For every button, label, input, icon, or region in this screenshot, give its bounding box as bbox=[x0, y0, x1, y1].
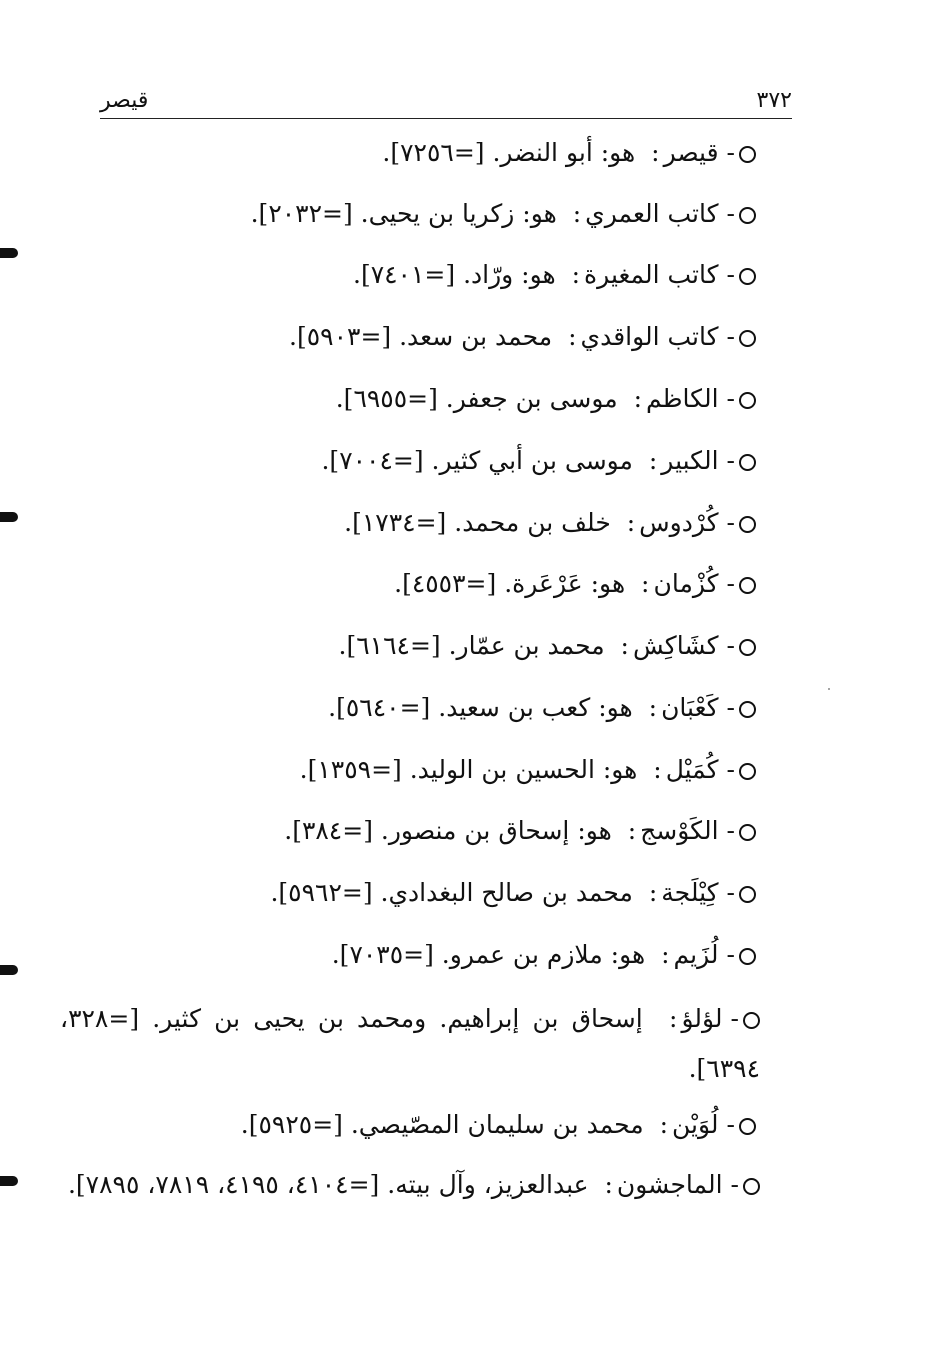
entry-term: كُزْمان bbox=[653, 569, 719, 598]
scan-margin-mark bbox=[0, 965, 18, 975]
entry-term: الكَوْسج bbox=[640, 816, 719, 845]
list-item: -لُوَيْن: محمد بن سليمان المصّيصي. [=٥٩٢٥]. bbox=[241, 1100, 756, 1150]
circle-bullet-icon bbox=[739, 207, 756, 224]
list-item: -كشَاكِش: محمد بن عمّار. [=٦١٦٤]. bbox=[339, 621, 756, 671]
circle-bullet-icon bbox=[743, 1178, 760, 1195]
circle-bullet-icon bbox=[739, 268, 756, 285]
entry-term: كاتب العمري bbox=[585, 199, 719, 228]
list-item: -كاتب العمري: هو: زكريا بن يحيى. [=٢٠٣٢]. bbox=[251, 189, 756, 239]
list-item: -لؤلؤ: إسحاق بن إبراهيم. ومحمد بن يحيى بن كثير. [=٣٢٨، ٦٣٩٤]. bbox=[60, 1004, 760, 1083]
entry-term: الكبير bbox=[661, 446, 719, 475]
entry-term: كُمَيْل bbox=[665, 755, 719, 784]
entry-text: محمد بن عمّار. [=٦١٦٤]. bbox=[338, 631, 605, 660]
page-number: ٣٧٢ bbox=[756, 88, 792, 113]
entry-term: كِيْلَجة bbox=[661, 878, 719, 907]
entry-text: هو: عَرْعَرة. [=٤٥٥٣]. bbox=[394, 569, 626, 598]
entry-text: محمد بن سليمان المصّيصي. [=٥٩٢٥]. bbox=[240, 1110, 644, 1139]
entry-term: لُزَيم bbox=[673, 940, 719, 969]
entry-text: عبدالعزيز، وآل بيته. [=٤١٠٤، ٤١٩٥، ٧٨١٩، ٧٨٩٥]. bbox=[67, 1170, 589, 1199]
circle-bullet-icon bbox=[739, 516, 756, 533]
list-item: -الكَوْسج: هو: إسحاق بن منصور. [=٣٨٤]. bbox=[284, 806, 756, 856]
list-item: -كَعْبَان: هو: كعب بن سعيد. [=٥٦٤٠]. bbox=[328, 683, 756, 733]
list-item: -كِيْلَجة: محمد بن صالح البغدادي. [=٥٩٦٢]. bbox=[270, 868, 756, 918]
entry-term: لؤلؤ bbox=[681, 1004, 723, 1033]
entry-term: كَعْبَان bbox=[661, 693, 719, 722]
entry-term: كاتب الواقدي bbox=[580, 322, 719, 351]
circle-bullet-icon bbox=[739, 886, 756, 903]
list-item: -قيصر: هو: أبو النضر. [=٧٢٥٦]. bbox=[382, 128, 756, 178]
scan-margin-mark bbox=[0, 512, 18, 522]
entry-term: كشَاكِش bbox=[632, 631, 719, 660]
list-item: -كُمَيْل: هو: الحسين بن الوليد. [=١٣٥٩]. bbox=[300, 745, 756, 795]
list-item: -الكبير: موسى بن أبي كثير. [=٧٠٠٤]. bbox=[321, 436, 756, 486]
entry-term: لُوَيْن bbox=[672, 1110, 719, 1139]
entry-text: هو: كعب بن سعيد. [=٥٦٤٠]. bbox=[328, 693, 633, 722]
entry-text: هو: أبو النضر. [=٧٢٥٦]. bbox=[382, 138, 636, 167]
circle-bullet-icon bbox=[739, 330, 756, 347]
scan-margin-mark bbox=[0, 248, 18, 258]
list-item: -كاتب المغيرة: هو: ورّاد. [=٧٤٠١]. bbox=[353, 250, 756, 300]
entry-text: محمد بن صالح البغدادي. [=٥٩٦٢]. bbox=[270, 878, 633, 907]
list-item: -كُرْدوس: خلف بن محمد. [=١٧٣٤]. bbox=[344, 498, 756, 548]
entry-text: موسى بن أبي كثير. [=٧٠٠٤]. bbox=[321, 446, 633, 475]
circle-bullet-icon bbox=[739, 1118, 756, 1135]
circle-bullet-icon bbox=[739, 763, 756, 780]
entry-text: هو: ملازم بن عمرو. [=٧٠٣٥]. bbox=[331, 940, 646, 969]
entry-text: خلف بن محمد. [=١٧٣٤]. bbox=[344, 508, 611, 537]
circle-bullet-icon bbox=[743, 1012, 760, 1029]
entry-term: كُرْدوس bbox=[639, 508, 719, 537]
page-header bbox=[100, 88, 792, 119]
circle-bullet-icon bbox=[739, 454, 756, 471]
entry-text: هو: إسحاق بن منصور. [=٣٨٤]. bbox=[284, 816, 612, 845]
list-item: -كاتب الواقدي: محمد بن سعد. [=٥٩٠٣]. bbox=[289, 312, 756, 362]
scan-speck bbox=[828, 688, 830, 690]
list-item: -لُزَيم: هو: ملازم بن عمرو. [=٧٠٣٥]. bbox=[332, 930, 756, 980]
entry-text: هو: الحسين بن الوليد. [=١٣٥٩]. bbox=[299, 755, 638, 784]
list-item: -الماجشون: عبدالعزيز، وآل بيته. [=٤١٠٤، ٤١٩٥، ٧٨١٩، ٧٨٩٥]. bbox=[60, 1160, 760, 1210]
running-head: قيصر bbox=[100, 88, 149, 113]
entry-term: قيصر bbox=[663, 138, 719, 167]
entry-text: موسى بن جعفر. [=٦٩٥٥]. bbox=[335, 384, 618, 413]
entry-text: إسحاق بن إبراهيم. ومحمد بن يحيى بن كثير. [=٣٢٨، ٦٣٩٤]. bbox=[60, 1004, 760, 1083]
entry-text: محمد بن سعد. [=٥٩٠٣]. bbox=[289, 322, 553, 351]
circle-bullet-icon bbox=[739, 577, 756, 594]
circle-bullet-icon bbox=[739, 392, 756, 409]
circle-bullet-icon bbox=[739, 824, 756, 841]
circle-bullet-icon bbox=[739, 948, 756, 965]
circle-bullet-icon bbox=[739, 146, 756, 163]
circle-bullet-icon bbox=[739, 701, 756, 718]
entry-text: هو: زكريا بن يحيى. [=٢٠٣٢]. bbox=[250, 199, 557, 228]
circle-bullet-icon bbox=[739, 639, 756, 656]
list-item: -كُزْمان: هو: عَرْعَرة. [=٤٥٥٣]. bbox=[394, 559, 756, 609]
list-item: -الكاظم: موسى بن جعفر. [=٦٩٥٥]. bbox=[336, 374, 756, 424]
entry-term: الماجشون bbox=[616, 1170, 723, 1199]
entry-term: الكاظم bbox=[646, 384, 719, 413]
scan-margin-mark bbox=[0, 1176, 18, 1186]
entry-term: كاتب المغيرة bbox=[584, 260, 719, 289]
entry-text: هو: ورّاد. [=٧٤٠١]. bbox=[353, 260, 556, 289]
